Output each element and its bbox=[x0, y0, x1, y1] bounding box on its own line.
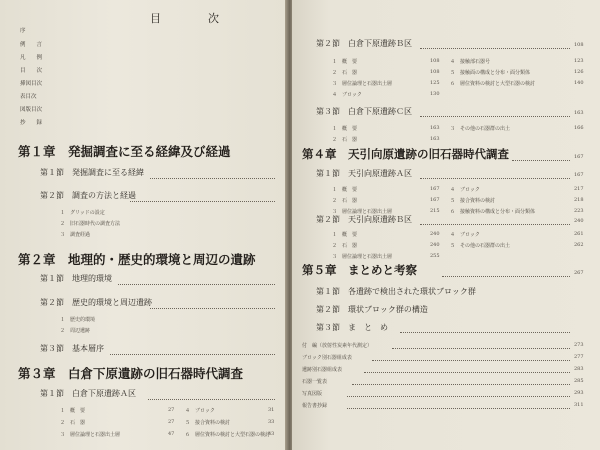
section-heading: 第２節 白倉下原遺跡Ｂ区 bbox=[316, 39, 412, 48]
back-matter-item: 遺跡別石器組成表 bbox=[302, 367, 343, 373]
section-heading: 第２節 天引向原遺跡Ｂ区 bbox=[316, 215, 412, 224]
section-item: １ 概 要 bbox=[332, 59, 358, 65]
section-item: ５ その他の石器群の出土 bbox=[450, 243, 511, 249]
chapter-2-item: １ 歴史的環境 bbox=[60, 317, 96, 323]
chapter-2-section-3: 第３節 基本層序 bbox=[40, 344, 104, 353]
page-number: 277 bbox=[574, 354, 584, 360]
page-number: 167 bbox=[430, 186, 440, 192]
section-heading: 第３節 ま と め bbox=[316, 323, 388, 332]
section-item: ２ 石 器 bbox=[332, 70, 358, 76]
leader-dots bbox=[512, 160, 570, 161]
section-heading: 第３節 白倉下原遺跡Ｃ区 bbox=[316, 107, 412, 116]
leader-dots bbox=[352, 384, 570, 385]
section-item: ３ その他の石器群の出土 bbox=[450, 126, 511, 132]
section-item: ４ 接触部石器号 bbox=[450, 59, 491, 65]
section-heading: 第１節 各遺跡で検出された環状ブロック群 bbox=[316, 287, 476, 296]
leader-dots bbox=[420, 48, 570, 49]
page-number: 108 bbox=[430, 58, 440, 64]
page-number: 163 bbox=[430, 125, 440, 131]
page-number: 262 bbox=[574, 242, 584, 248]
chapter-3-item: ２ 石 器 bbox=[60, 420, 86, 426]
leader-dots bbox=[420, 224, 570, 225]
chapter-2-heading: 第２章 地理的・歴史的環境と周辺の遺跡 bbox=[18, 252, 256, 267]
page-number: 140 bbox=[574, 80, 584, 86]
chapter-1-item: ３ 調査経過 bbox=[60, 232, 91, 238]
section-item: ３ 層位論理と石器出土層 bbox=[332, 81, 393, 87]
leader-dots bbox=[400, 332, 570, 333]
page-number: 43 bbox=[268, 431, 275, 437]
page-number: 47 bbox=[168, 431, 175, 437]
front-matter-item: 抄 録 bbox=[20, 120, 43, 126]
section-item: ４ ブロック bbox=[332, 92, 362, 98]
chapter-3-item: ４ ブロック bbox=[185, 408, 215, 414]
front-matter-item: 図版目次 bbox=[20, 107, 43, 113]
chapter-2-section-2: 第２節 歴史的環境と周辺遺跡 bbox=[40, 298, 152, 307]
chapter-3-heading: 第３章 白倉下原遺跡の旧石器時代調査 bbox=[18, 366, 244, 381]
page-number: 283 bbox=[574, 366, 584, 372]
page-number: 255 bbox=[430, 253, 440, 259]
page-number: 217 bbox=[574, 186, 584, 192]
page-number: 163 bbox=[574, 110, 584, 116]
page-number: 285 bbox=[574, 378, 584, 384]
chapter-2-section-1: 第１節 地理的環境 bbox=[40, 274, 112, 283]
chapter-1-heading: 第１章 発掘調査に至る経緯及び経過 bbox=[18, 144, 231, 159]
page-number: 311 bbox=[574, 402, 584, 408]
section-item: ４ ブロック bbox=[450, 187, 480, 193]
page-number: 125 bbox=[430, 80, 440, 86]
section-item: １ 概 要 bbox=[332, 187, 358, 193]
page-number: 240 bbox=[430, 231, 440, 237]
chapter-3-item: ６ 層位資料の検討と大型石器の検討 bbox=[185, 432, 271, 438]
page-number: 163 bbox=[430, 136, 440, 142]
front-matter-item: 例 言 bbox=[20, 42, 43, 48]
section-heading: 第１節 天引向原遺跡Ａ区 bbox=[316, 169, 412, 178]
page-number: 33 bbox=[268, 419, 275, 425]
section-item: ５ 接触面の構成と分布・面分類体 bbox=[450, 70, 531, 76]
left-page bbox=[0, 0, 287, 450]
back-matter-item: ブロック別石器組成表 bbox=[302, 355, 352, 361]
leader-dots bbox=[420, 116, 570, 117]
page-number: 273 bbox=[574, 342, 584, 348]
section-item: ２ 石 器 bbox=[332, 137, 358, 143]
chapter-5-heading: 第５章 まとめと考察 bbox=[302, 263, 417, 277]
back-matter-item: 写真図版 bbox=[302, 391, 323, 397]
page-number: 166 bbox=[574, 125, 584, 131]
page-number: 240 bbox=[430, 242, 440, 248]
leader-dots bbox=[364, 372, 570, 373]
leader-dots bbox=[118, 284, 275, 285]
section-heading: 第２節 環状ブロック群の構造 bbox=[316, 305, 428, 314]
section-item: ６ 接触資料の構成と分布・面分類体 bbox=[450, 209, 536, 215]
chapter-1-section-2: 第２節 調査の方法と経過 bbox=[40, 191, 136, 200]
page-number: 27 bbox=[168, 407, 175, 413]
back-matter-item: 付 編（放射性炭素年代測定） bbox=[302, 343, 373, 349]
leader-dots bbox=[420, 178, 570, 179]
chapter-3-item: １ 概 要 bbox=[60, 408, 86, 414]
page-number: 130 bbox=[430, 91, 440, 97]
page-number: 27 bbox=[168, 419, 175, 425]
back-matter-item: 報告書抄録 bbox=[302, 403, 328, 409]
chapter-3-section-1: 第１節 白倉下原遺跡Ａ区 bbox=[40, 389, 136, 398]
section-item: １ 概 要 bbox=[332, 126, 358, 132]
page-number: 108 bbox=[574, 42, 584, 48]
leader-dots bbox=[347, 408, 570, 409]
leader-dots bbox=[148, 399, 275, 400]
section-item: ２ 石 器 bbox=[332, 243, 358, 249]
page-number: 293 bbox=[574, 390, 584, 396]
back-matter-item: 石器一覧表 bbox=[302, 379, 328, 385]
front-matter-item: 序 bbox=[20, 28, 26, 34]
page-number: 123 bbox=[574, 58, 584, 64]
section-item: １ 概 要 bbox=[332, 232, 358, 238]
leader-dots bbox=[150, 178, 275, 179]
front-matter-item: 挿図目次 bbox=[20, 81, 43, 87]
page-number: 223 bbox=[574, 208, 584, 214]
leader-dots bbox=[347, 396, 570, 397]
page-number: 167 bbox=[430, 197, 440, 203]
section-item: ２ 石 器 bbox=[332, 198, 358, 204]
leader-dots bbox=[372, 360, 570, 361]
section-item: ４ ブロック bbox=[450, 232, 480, 238]
front-matter-item: 表目次 bbox=[20, 94, 37, 100]
front-matter-item: 目 次 bbox=[20, 68, 43, 74]
leader-dots bbox=[130, 201, 275, 202]
section-item: ５ 接合資料の検討 bbox=[450, 198, 496, 204]
chapter-2-item: ２ 周辺遺跡 bbox=[60, 328, 91, 334]
leader-dots bbox=[392, 348, 570, 349]
page-number: 261 bbox=[574, 231, 584, 237]
page-number: 167 bbox=[574, 172, 584, 178]
section-item: ３ 層位論理と石器出土層 bbox=[332, 209, 393, 215]
section-item: ３ 層位論理と石器出土層 bbox=[332, 254, 393, 260]
page-number: 31 bbox=[268, 407, 275, 413]
page-number: 267 bbox=[574, 270, 584, 276]
chapter-3-item: ３ 層位論理と石器出土層 bbox=[60, 432, 121, 438]
page-number: 215 bbox=[430, 208, 440, 214]
chapter-4-heading: 第４章 天引向原遺跡の旧石器時代調査 bbox=[302, 147, 509, 161]
chapter-1-item: １ グリッドの設定 bbox=[60, 210, 105, 216]
page-number: 108 bbox=[430, 69, 440, 75]
page-number: 126 bbox=[574, 69, 584, 75]
chapter-1-section-1: 第１節 発掘調査に至る経緯 bbox=[40, 168, 144, 177]
leader-dots bbox=[442, 276, 570, 277]
page-number: 218 bbox=[574, 197, 584, 203]
leader-dots bbox=[110, 354, 275, 355]
front-matter-item: 凡 例 bbox=[20, 55, 43, 61]
chapter-1-item: ２ 旧石器時代の調査方法 bbox=[60, 221, 121, 227]
section-item: ６ 層位資料の検討と大型石器の検討 bbox=[450, 81, 536, 87]
page-number: 240 bbox=[574, 218, 584, 224]
right-page bbox=[292, 0, 600, 450]
toc-title: 目 次 bbox=[150, 12, 237, 25]
page-number: 167 bbox=[574, 154, 584, 160]
chapter-3-item: ５ 接合資料の検討 bbox=[185, 420, 231, 426]
leader-dots bbox=[150, 308, 275, 309]
